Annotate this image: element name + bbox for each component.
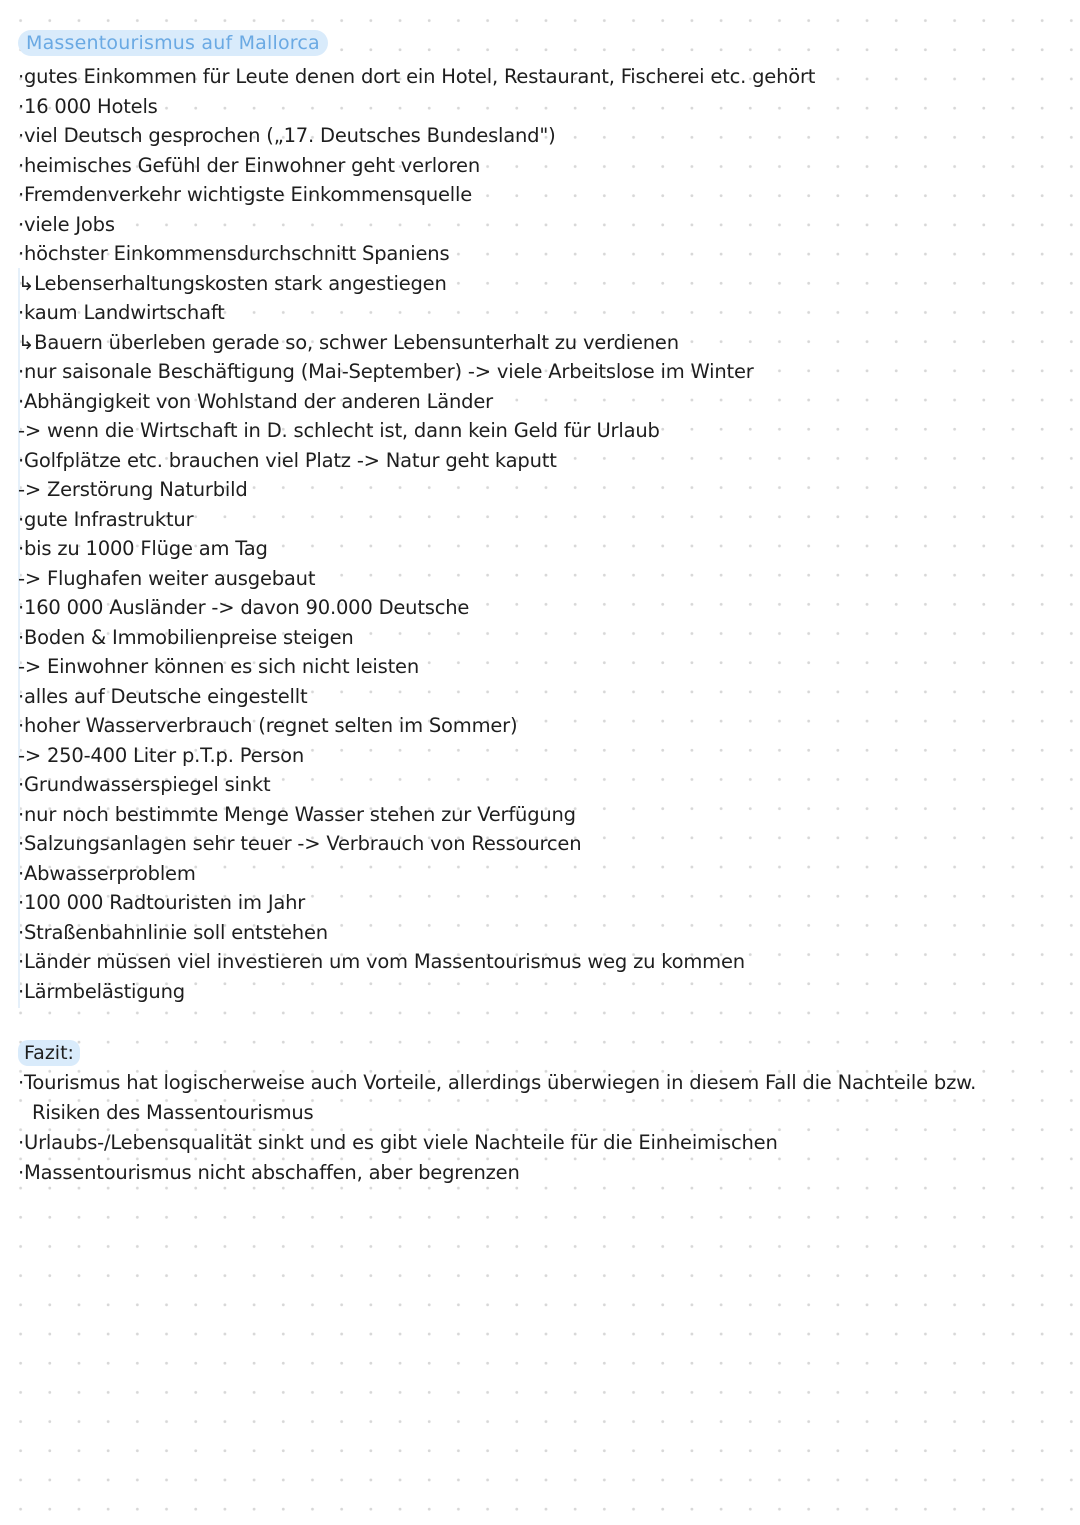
bullet-point: ·gutes Einkommen für Leute denen dort ein Hotel, Restaurant, Fischerei etc. gehört (18, 65, 816, 88)
fazit-point-continuation: Risiken des Massentourismus (32, 1101, 314, 1124)
note-title: Massentourismus auf Mallorca (18, 30, 328, 56)
bullet-point: ·100 000 Radtouristen im Jahr (18, 891, 306, 914)
sub-point: -> 250-400 Liter p.T.p. Person (18, 743, 305, 767)
sub-point: -> Zerstörung Naturbild (18, 478, 248, 501)
sub-point: -> wenn die Wirtschaft in D. schlecht ist, dann kein Geld für Urlaub (18, 419, 660, 442)
bullet-point: ·viele Jobs (18, 212, 115, 236)
bullet-point: ·alles auf Deutsche eingestellt (18, 684, 308, 708)
bullet-point: ·Länder müssen viel investieren um vom Massentourismus weg zu kommen (18, 950, 745, 973)
bullet-list (18, 62, 1068, 1006)
bullet-point: ·Abhängigkeit von Wohlstand der anderen Länder (18, 389, 493, 413)
bullet-point: ·gute Infrastruktur (18, 507, 194, 531)
bullet-point: ·16 000 Hotels (18, 94, 158, 118)
bullet-point: ·hoher Wasserverbrauch (regnet selten im Sommer) (18, 714, 518, 737)
sub-point: -> Einwohner können es sich nicht leisten (18, 655, 419, 678)
bullet-point: ·Abwasserproblem (18, 861, 196, 885)
bullet-point: ·Grundwasserspiegel sinkt (18, 773, 271, 796)
bullet-point: ·160 000 Ausländer -> davon 90.000 Deutsche (18, 596, 470, 619)
bullet-point: ·nur noch bestimmte Menge Wasser stehen zur Verfügung (18, 802, 576, 826)
fazit-point: ·Urlaubs-/Lebensqualität sinkt und es gibt viele Nachteile für die Einheimischen (18, 1131, 778, 1154)
fazit-point: ·Tourismus hat logischerweise auch Vorteile, allerdings überwiegen in diesem Fall die Nachteile bzw. (18, 1071, 977, 1094)
fazit-list (18, 1068, 1068, 1188)
bullet-point: ·Fremdenverkehr wichtigste Einkommensquelle (18, 183, 473, 206)
bullet-point: ·kaum Landwirtschaft (18, 301, 225, 324)
sub-point: ↳Lebenserhaltungskosten stark angestiegen (18, 271, 447, 295)
bullet-point: ·Salzungsanlagen sehr teuer -> Verbrauch von Ressourcen (18, 832, 582, 855)
bullet-point: ·bis zu 1000 Flüge am Tag (18, 537, 268, 560)
bullet-point: ·Straßenbahnlinie soll entstehen (18, 920, 328, 944)
fazit-heading: Fazit: (18, 1040, 80, 1066)
bullet-point: ·höchster Einkommensdurchschnitt Spaniens (18, 242, 450, 265)
sub-point: -> Flughafen weiter ausgebaut (18, 566, 316, 590)
bullet-point: ·nur saisonale Beschäftigung (Mai-September) -> viele Arbeitslose im Winter (18, 360, 754, 383)
bullet-point: ·viel Deutsch gesprochen („17. Deutsches Bundesland") (18, 124, 556, 147)
bullet-point: ·Lärmbelästigung (18, 979, 185, 1003)
bullet-point: ·heimisches Gefühl der Einwohner geht verloren (18, 153, 481, 177)
fazit-point: ·Massentourismus nicht abschaffen, aber begrenzen (18, 1161, 520, 1184)
bullet-point: ·Boden & Immobilienpreise steigen (18, 625, 354, 649)
bullet-point: ·Golfplätze etc. brauchen viel Platz -> Natur geht kaputt (18, 448, 557, 472)
sub-point: ↳Bauern überleben gerade so, schwer Lebensunterhalt zu verdienen (18, 330, 679, 354)
